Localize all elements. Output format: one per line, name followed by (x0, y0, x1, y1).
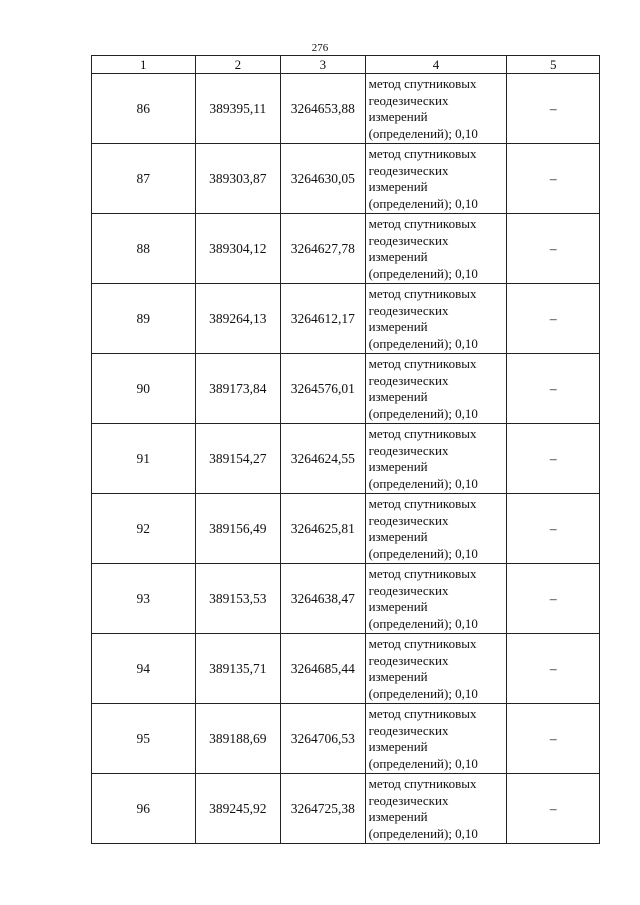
method-cell (365, 634, 507, 704)
method-cell (365, 144, 507, 214)
x-coordinate-cell: 389303,87 (195, 144, 281, 214)
table-row (92, 634, 600, 704)
page-number: 276 (311, 42, 329, 54)
x-coordinate-cell: 389188,69 (195, 704, 281, 774)
y-coordinate-cell: 3264685,44 (281, 634, 365, 704)
method-line: метод спутниковых (368, 636, 477, 651)
method-line: геодезических (368, 232, 449, 248)
method-line: (определений); 0,10 (368, 195, 478, 211)
column-5-cell: – (507, 424, 600, 494)
method-line: геодезических (368, 722, 449, 738)
column-5-cell: – (507, 494, 600, 564)
method-line: (определений); 0,10 (368, 685, 478, 701)
method-line: измерений (368, 249, 428, 264)
method-line: метод спутниковых (368, 566, 477, 581)
x-coordinate-cell: 389135,71 (195, 634, 281, 704)
method-cell (365, 284, 507, 354)
y-coordinate-cell: 3264653,88 (281, 74, 365, 144)
method-line: геодезических (368, 302, 449, 318)
table-row (92, 74, 600, 144)
method-line: измерений (368, 669, 428, 684)
column-5-cell: – (507, 284, 600, 354)
method-line: (определений); 0,10 (368, 825, 478, 841)
table-header-row (92, 56, 600, 74)
method-line: метод спутниковых (368, 776, 477, 791)
y-coordinate-cell: 3264625,81 (281, 494, 365, 564)
method-line: (определений); 0,10 (368, 545, 478, 561)
column-header-1: 1 (92, 56, 196, 74)
method-cell (365, 74, 507, 144)
y-coordinate-cell: 3264630,05 (281, 144, 365, 214)
coordinates-table (91, 55, 600, 844)
point-number-cell: 95 (92, 704, 196, 774)
table-row (92, 704, 600, 774)
point-number-cell: 91 (92, 424, 196, 494)
column-header-2: 2 (195, 56, 281, 74)
x-coordinate-cell: 389304,12 (195, 214, 281, 284)
y-coordinate-cell: 3264706,53 (281, 704, 365, 774)
method-line: геодезических (368, 792, 449, 808)
table-row (92, 494, 600, 564)
method-line: (определений); 0,10 (368, 265, 478, 281)
table-row (92, 284, 600, 354)
method-line: измерений (368, 389, 428, 404)
method-line: измерений (368, 739, 428, 754)
method-line: метод спутниковых (368, 76, 477, 91)
point-number-cell: 90 (92, 354, 196, 424)
table-row (92, 214, 600, 284)
x-coordinate-cell: 389154,27 (195, 424, 281, 494)
table-row (92, 144, 600, 214)
method-line: геодезических (368, 652, 449, 668)
method-line: измерений (368, 459, 428, 474)
point-number-cell: 88 (92, 214, 196, 284)
method-line: (определений); 0,10 (368, 615, 478, 631)
method-line: (определений); 0,10 (368, 335, 478, 351)
y-coordinate-cell: 3264725,38 (281, 774, 365, 844)
x-coordinate-cell: 389173,84 (195, 354, 281, 424)
column-5-cell: – (507, 774, 600, 844)
column-5-cell: – (507, 704, 600, 774)
column-header-5: 5 (507, 56, 600, 74)
method-line: метод спутниковых (368, 286, 477, 301)
table-row (92, 424, 600, 494)
table-row (92, 774, 600, 844)
method-line: (определений); 0,10 (368, 405, 478, 421)
y-coordinate-cell: 3264627,78 (281, 214, 365, 284)
method-line: геодезических (368, 372, 449, 388)
point-number-cell: 93 (92, 564, 196, 634)
method-line: измерений (368, 109, 428, 124)
x-coordinate-cell: 389395,11 (195, 74, 281, 144)
method-cell (365, 424, 507, 494)
column-header-4: 4 (365, 56, 507, 74)
table-row (92, 354, 600, 424)
method-line: (определений); 0,10 (368, 125, 478, 141)
column-5-cell: – (507, 564, 600, 634)
y-coordinate-cell: 3264624,55 (281, 424, 365, 494)
method-line: измерений (368, 179, 428, 194)
method-line: метод спутниковых (368, 426, 477, 441)
point-number-cell: 94 (92, 634, 196, 704)
method-line: метод спутниковых (368, 496, 477, 511)
method-line: метод спутниковых (368, 216, 477, 231)
column-5-cell: – (507, 634, 600, 704)
method-line: (определений); 0,10 (368, 475, 478, 491)
method-cell (365, 774, 507, 844)
method-line: измерений (368, 319, 428, 334)
x-coordinate-cell: 389245,92 (195, 774, 281, 844)
point-number-cell: 96 (92, 774, 196, 844)
column-5-cell: – (507, 74, 600, 144)
column-header-3: 3 (281, 56, 365, 74)
method-cell (365, 214, 507, 284)
method-line: геодезических (368, 582, 449, 598)
method-cell (365, 704, 507, 774)
method-line: геодезических (368, 92, 449, 108)
point-number-cell: 92 (92, 494, 196, 564)
method-line: метод спутниковых (368, 706, 477, 721)
column-5-cell: – (507, 214, 600, 284)
method-cell (365, 354, 507, 424)
column-5-cell: – (507, 354, 600, 424)
column-5-cell: – (507, 144, 600, 214)
point-number-cell: 86 (92, 74, 196, 144)
method-line: метод спутниковых (368, 146, 477, 161)
x-coordinate-cell: 389153,53 (195, 564, 281, 634)
method-line: измерений (368, 809, 428, 824)
method-cell (365, 564, 507, 634)
y-coordinate-cell: 3264576,01 (281, 354, 365, 424)
point-number-cell: 89 (92, 284, 196, 354)
x-coordinate-cell: 389264,13 (195, 284, 281, 354)
method-cell (365, 494, 507, 564)
method-line: измерений (368, 529, 428, 544)
method-line: измерений (368, 599, 428, 614)
y-coordinate-cell: 3264612,17 (281, 284, 365, 354)
method-line: метод спутниковых (368, 356, 477, 371)
method-line: геодезических (368, 162, 449, 178)
table-row (92, 564, 600, 634)
method-line: геодезических (368, 442, 449, 458)
method-line: (определений); 0,10 (368, 755, 478, 771)
method-line: геодезических (368, 512, 449, 528)
point-number-cell: 87 (92, 144, 196, 214)
x-coordinate-cell: 389156,49 (195, 494, 281, 564)
y-coordinate-cell: 3264638,47 (281, 564, 365, 634)
